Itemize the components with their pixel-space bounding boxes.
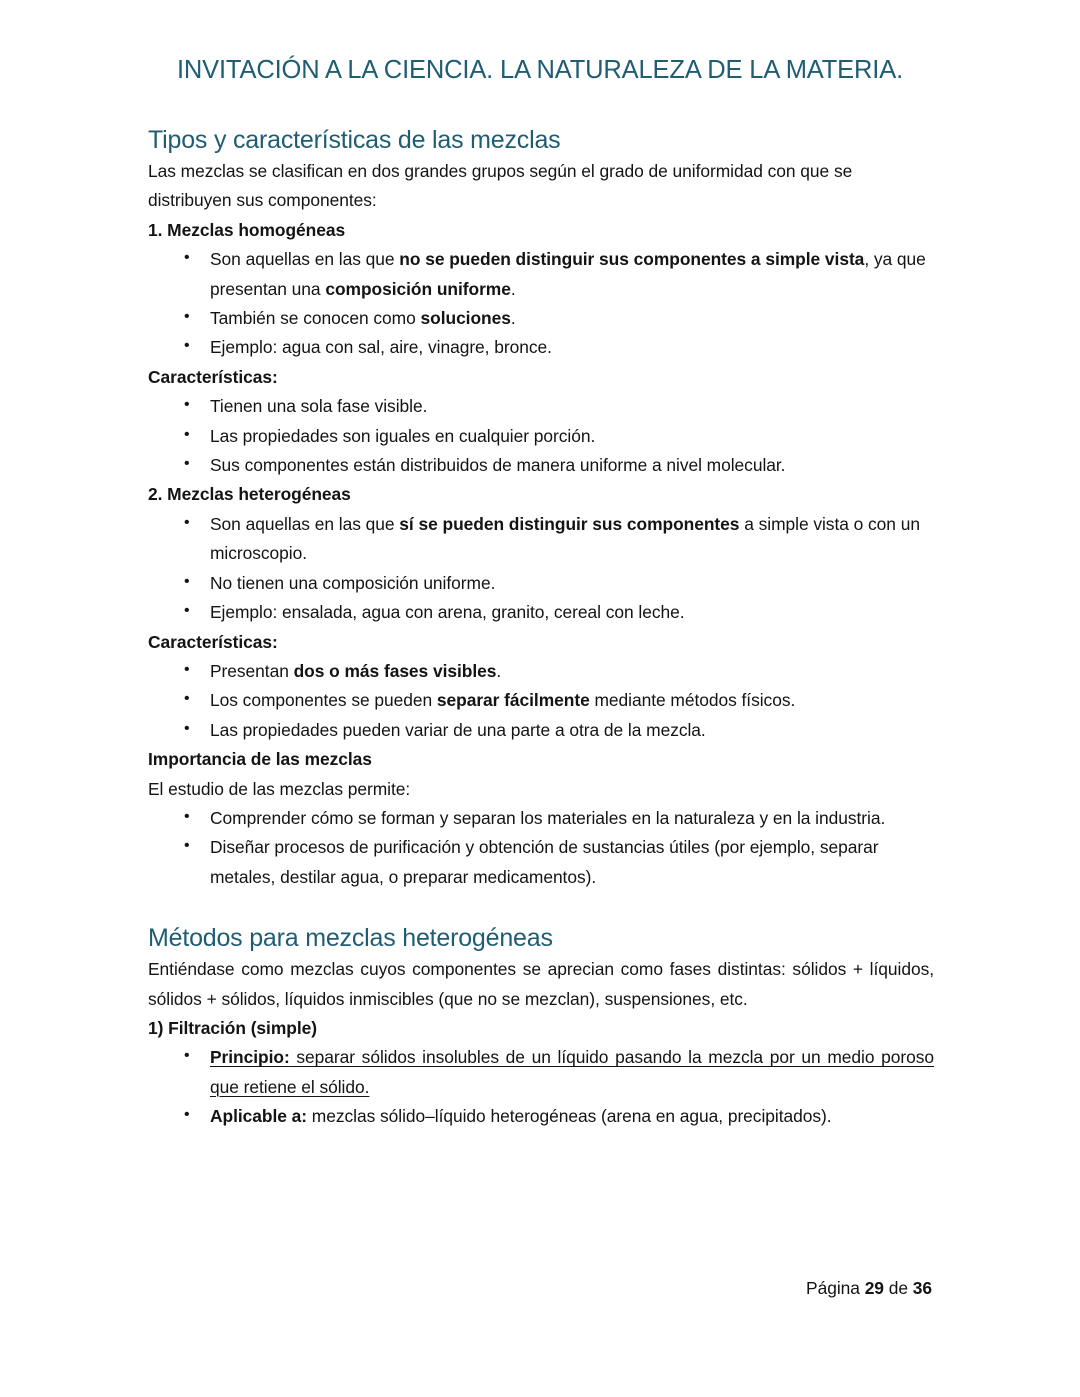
list-importancia-mezclas [148, 804, 934, 892]
bullet-text-bold: Principio: [210, 1047, 290, 1068]
bullet-text-part: . [510, 308, 516, 329]
page-footer [148, 1278, 932, 1299]
list-caracteristicas-heterogeneas [148, 657, 934, 745]
bullet-text-bold: soluciones [420, 308, 511, 329]
bullet-text-bold: no se pueden distinguir sus componentes a simple vista [399, 249, 865, 270]
importancia-intro-paragraph: El estudio de las mezclas permite: [148, 778, 411, 799]
bullet-text-bold: sí se pueden distinguir sus componentes [399, 513, 740, 534]
list-item: • Comprender cómo se forman y separan los materiales en la naturaleza y en la industria. [148, 804, 934, 833]
subheading-mezclas-heterogeneas: 2. Mezclas heterogéneas [148, 484, 351, 505]
list-item [148, 304, 934, 333]
list-item [148, 686, 934, 715]
bullet-text-part: . [496, 660, 502, 681]
list-item [148, 1043, 934, 1102]
list-item [148, 657, 934, 686]
list-item: • No tienen una composición uniforme. [148, 569, 934, 598]
footer-prefix: Página [806, 1278, 865, 1298]
subheading-caracteristicas-homogeneas: Características: [148, 366, 278, 387]
bullet-text-part: mezclas sólido–líquido heterogéneas (arena en agua, precipitados). [307, 1106, 832, 1127]
list-caracteristicas-homogeneas [148, 392, 934, 480]
list-item [148, 245, 934, 304]
list-mezclas-heterogeneas [148, 510, 934, 628]
list-item [148, 1102, 934, 1131]
list-item: • Las propiedades son iguales en cualquier porción. [148, 422, 934, 451]
bullet-text-bold: Aplicable a: [210, 1106, 308, 1127]
footer-current-page: 29 [864, 1278, 884, 1298]
list-item: • Tienen una sola fase visible. [148, 392, 934, 421]
footer-total-pages: 36 [912, 1278, 932, 1298]
subheading-mezclas-homogeneas: 1. Mezclas homogéneas [148, 219, 346, 240]
section-heading-metodos-heterogeneas: Métodos para mezclas heterogéneas [148, 924, 553, 953]
document-content [148, 124, 934, 1132]
section-heading-tipos-mezclas: Tipos y características de las mezclas [148, 126, 561, 154]
bullet-text-bold: composición uniforme [325, 278, 511, 299]
list-item: • Ejemplo: ensalada, agua con arena, granito, cereal con leche. [148, 598, 934, 627]
list-item: • Diseñar procesos de purificación y obtención de sustancias útiles (por ejemplo, separar metales, destilar agua, o preparar medicamentos). [148, 833, 934, 892]
bullet-text-part: Son aquellas en las que [210, 513, 400, 534]
subheading-caracteristicas-heterogeneas: Características: [148, 631, 278, 652]
bullet-text-part: . [510, 278, 516, 299]
bullet-text-bold: dos o más fases visibles [293, 660, 497, 681]
footer-middle: de [883, 1278, 913, 1298]
bullet-text-part: Los componentes se pueden [210, 690, 437, 711]
bullet-text-part: a simple vista o con un microscopio. [210, 513, 920, 564]
list-item: • Sus componentes están distribuidos de manera uniforme a nivel molecular. [148, 451, 934, 480]
bullet-text-part: separar sólidos insolubles de un líquido pasando la mezcla por un medio poroso que retiene el sólido. [210, 1047, 934, 1097]
bullet-text-bold: separar fácilmente [436, 690, 590, 711]
section1-intro-paragraph: Las mezclas se clasifican en dos grandes grupos según el grado de uniformidad con que se distribuyen sus componentes: [148, 161, 853, 211]
list-item: • Las propiedades pueden variar de una parte a otra de la mezcla. [148, 716, 934, 745]
subheading-importancia-mezclas: Importancia de las mezclas [148, 749, 372, 770]
list-item: • Ejemplo: agua con sal, aire, vinagre, bronce. [148, 333, 934, 362]
list-mezclas-homogeneas [148, 245, 934, 363]
bullet-text-part: mediante métodos físicos. [589, 690, 796, 711]
document-title: INVITACIÓN A LA CIENCIA. LA NATURALEZA DE LA MATERIA. [176, 56, 904, 84]
bullet-text-part: , ya que presentan una [210, 249, 926, 299]
list-item [148, 510, 934, 569]
bullet-text-part: También se conocen como [210, 308, 421, 329]
section2-intro-paragraph: Entiéndase como mezclas cuyos componentes se aprecian como fases distintas: sólidos + líquidos, sólidos + sólidos, líquidos inmiscibles (que no se mezclan), suspensiones, etc. [148, 959, 934, 1009]
list-filtracion-simple [148, 1043, 934, 1131]
subheading-filtracion-simple: 1) Filtración (simple) [148, 1017, 317, 1038]
bullet-text-part: Son aquellas en las que [210, 249, 400, 270]
bullet-text-part: Presentan [210, 660, 294, 681]
